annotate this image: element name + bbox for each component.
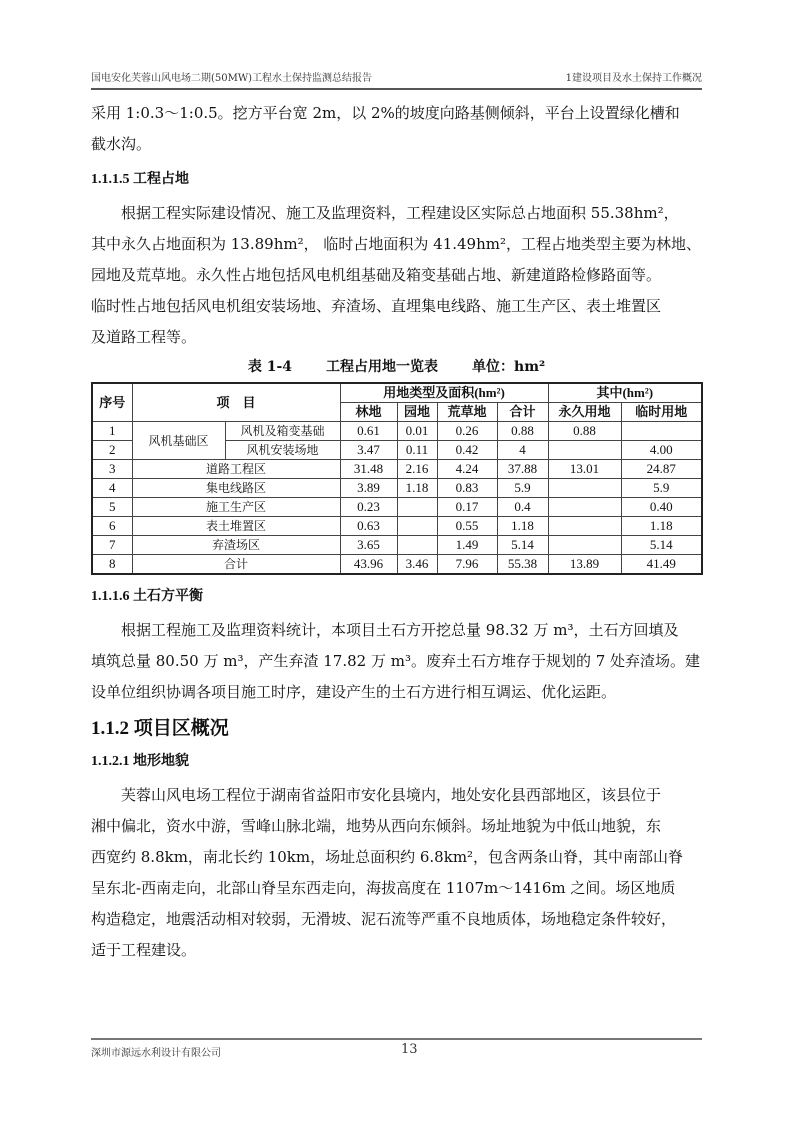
cell-item: 弃渣场区 xyxy=(132,536,340,555)
cell-perm xyxy=(548,536,621,555)
terrain-paragraph xyxy=(91,780,702,966)
cell-temp xyxy=(621,422,702,441)
cell-total: 1.18 xyxy=(497,517,548,536)
cell-no: 6 xyxy=(92,517,132,536)
cell-garden: 0.01 xyxy=(397,422,437,441)
cell-garden: 3.46 xyxy=(397,555,437,575)
cell-item: 表土堆置区 xyxy=(132,517,340,536)
cell-forest: 0.61 xyxy=(340,422,397,441)
paragraph-line: 其中永久占地面积为 13.89hm²， 临时占地面积为 41.49hm²，工程占地类型主要为林地、 xyxy=(91,235,701,253)
cell-no: 1 xyxy=(92,422,132,441)
table-unit: 单位：hm² xyxy=(472,359,546,375)
paragraph-line: 采用 1:0.3～1:0.5。挖方平台宽 2m，以 2%的坡度向路基侧倾斜，平台上设置绿化槽和 xyxy=(91,104,680,122)
cell-garden: 0.11 xyxy=(397,441,437,460)
paragraph-line: 西宽约 8.8km，南北长约 10km，场址总面积约 6.8km²，包含两条山脊，其中南部山脊 xyxy=(91,848,684,866)
cell-garden: 2.16 xyxy=(397,460,437,479)
header-total: 合计 xyxy=(497,403,548,422)
cell-forest: 0.63 xyxy=(340,517,397,536)
section-heading-112: 1.1.2 项目区概况 xyxy=(91,718,229,739)
intro-paragraph xyxy=(91,98,702,160)
cell-no: 7 xyxy=(92,536,132,555)
cell-temp: 41.49 xyxy=(621,555,702,575)
table-caption xyxy=(91,357,702,377)
cell-forest: 3.47 xyxy=(340,441,397,460)
header-no: 序号 xyxy=(92,383,132,422)
cell-grass: 4.24 xyxy=(437,460,497,479)
table-row xyxy=(92,517,702,536)
cell-grass: 0.17 xyxy=(437,498,497,517)
cell-total: 0.88 xyxy=(497,422,548,441)
table-number: 表 1-4 xyxy=(247,359,293,375)
header-forest: 林地 xyxy=(340,403,397,422)
paragraph-line: 呈东北-西南走向，北部山脊呈东西走向，海拔高度在 1107m～1416m 之间。场区地质 xyxy=(91,879,676,897)
table-row xyxy=(92,536,702,555)
cell-forest: 0.23 xyxy=(340,498,397,517)
paragraph-line: 截水沟。 xyxy=(91,135,152,153)
header-report-title: 国电安化芙蓉山风电场二期(50MW)工程水土保持监测总结报告 xyxy=(91,73,373,84)
cell-garden xyxy=(397,517,437,536)
cell-grass: 0.42 xyxy=(437,441,497,460)
cell-temp: 5.14 xyxy=(621,536,702,555)
header-permanent: 永久用地 xyxy=(548,403,621,422)
cell-item: 风机及箱变基础 xyxy=(225,422,340,441)
page-number: 13 xyxy=(401,1042,418,1057)
header-grassland: 荒草地 xyxy=(437,403,497,422)
section-heading-1116: 1.1.1.6 土石方平衡 xyxy=(91,589,203,604)
header-temporary: 临时用地 xyxy=(621,403,702,422)
cell-grass: 0.26 xyxy=(437,422,497,441)
cell-item: 道路工程区 xyxy=(132,460,340,479)
page-footer xyxy=(91,1038,702,1060)
cell-total: 37.88 xyxy=(497,460,548,479)
cell-perm: 0.88 xyxy=(548,422,621,441)
section-heading-1115: 1.1.1.5 工程占地 xyxy=(91,172,189,187)
paragraph-line: 湘中偏北，资水中游，雪峰山脉北端，地势从西向东倾斜。场址地貌为中低山地貌，东 xyxy=(91,817,662,835)
land-occupation-paragraph xyxy=(91,198,702,353)
paragraph-line: 设单位组织协调各项目施工时序，建设产生的土石方进行相互调运、优化运距。 xyxy=(91,683,617,701)
cell-garden xyxy=(397,536,437,555)
cell-item: 集电线路区 xyxy=(132,479,340,498)
header-item: 项 目 xyxy=(132,383,340,422)
cell-temp: 4.00 xyxy=(621,441,702,460)
cell-grass: 1.49 xyxy=(437,536,497,555)
paragraph-line: 填筑总量 80.50 万 m³，产生弃渣 17.82 万 m³。废弃土石方堆存于规划的 7 处弃渣场。建 xyxy=(91,652,701,670)
table-row-total xyxy=(92,555,702,575)
cell-perm: 13.89 xyxy=(548,555,621,575)
cell-total: 55.38 xyxy=(497,555,548,575)
cell-item: 合计 xyxy=(132,555,340,575)
cell-no: 5 xyxy=(92,498,132,517)
header-garden: 园地 xyxy=(397,403,437,422)
cell-garden xyxy=(397,498,437,517)
table-title: 工程占用地一览表 xyxy=(326,359,439,375)
cell-no: 2 xyxy=(92,441,132,460)
paragraph-line xyxy=(91,198,702,229)
cell-forest: 43.96 xyxy=(340,555,397,575)
paragraph-line-text: 根据工程实际建设情况、施工及监理资料，工程建设区实际总占地面积 55.38hm²， xyxy=(121,204,679,222)
cell-perm xyxy=(548,479,621,498)
cell-no: 3 xyxy=(92,460,132,479)
cell-garden: 1.18 xyxy=(397,479,437,498)
table-row xyxy=(92,460,702,479)
paragraph-line xyxy=(91,780,702,811)
cell-total: 4 xyxy=(497,441,548,460)
paragraph-line: 及道路工程等。 xyxy=(91,328,197,346)
cell-total: 5.14 xyxy=(497,536,548,555)
cell-grass: 7.96 xyxy=(437,555,497,575)
paragraph-line xyxy=(91,615,702,646)
paragraph-line: 园地及荒草地。永久性占地包括风电机组基础及箱变基础占地、新建道路检修路面等。 xyxy=(91,266,662,284)
cell-grass: 0.55 xyxy=(437,517,497,536)
page-header xyxy=(91,68,702,90)
cell-perm xyxy=(548,498,621,517)
cell-total: 5.9 xyxy=(497,479,548,498)
cell-group: 风机基础区 xyxy=(132,422,225,460)
cell-perm xyxy=(548,441,621,460)
header-chapter-title: 1建设项目及水土保持工作概况 xyxy=(565,73,702,84)
table-row xyxy=(92,479,702,498)
cell-forest: 31.48 xyxy=(340,460,397,479)
cell-item: 风机安装场地 xyxy=(225,441,340,460)
footer-company: 深圳市源远水利设计有限公司 xyxy=(91,1048,221,1059)
cell-temp: 24.87 xyxy=(621,460,702,479)
cell-no: 4 xyxy=(92,479,132,498)
cell-forest: 3.65 xyxy=(340,536,397,555)
paragraph-line: 适于工程建设。 xyxy=(91,941,197,959)
cell-perm: 13.01 xyxy=(548,460,621,479)
cell-temp: 5.9 xyxy=(621,479,702,498)
paragraph-line: 构造稳定，地震活动相对较弱，无滑坡、泥石流等严重不良地质体，场地稳定条件较好， xyxy=(91,910,677,928)
cell-temp: 1.18 xyxy=(621,517,702,536)
earthwork-paragraph xyxy=(91,615,702,708)
cell-temp: 0.40 xyxy=(621,498,702,517)
header-of-which: 其中(hm²) xyxy=(548,383,702,403)
header-land-type: 用地类型及面积(hm²) xyxy=(340,383,548,403)
paragraph-line: 临时性占地包括风电机组安装场地、弃渣场、直埋集电线路、施工生产区、表土堆置区 xyxy=(91,297,662,315)
table-row xyxy=(92,498,702,517)
cell-total: 0.4 xyxy=(497,498,548,517)
cell-no: 8 xyxy=(92,555,132,575)
cell-perm xyxy=(548,517,621,536)
land-occupation-table xyxy=(91,382,703,575)
section-heading-1121: 1.1.2.1 地形地貌 xyxy=(91,754,189,769)
cell-grass: 0.83 xyxy=(437,479,497,498)
cell-item: 施工生产区 xyxy=(132,498,340,517)
paragraph-line-text: 根据工程施工及监理资料统计，本项目土石方开挖总量 98.32 万 m³，土石方回填及 xyxy=(121,621,679,639)
document-page xyxy=(91,0,702,1122)
paragraph-line-text: 芙蓉山风电场工程位于湖南省益阳市安化县境内，地处安化县西部地区，该县位于 xyxy=(121,786,662,804)
table-row xyxy=(92,422,702,441)
cell-forest: 3.89 xyxy=(340,479,397,498)
